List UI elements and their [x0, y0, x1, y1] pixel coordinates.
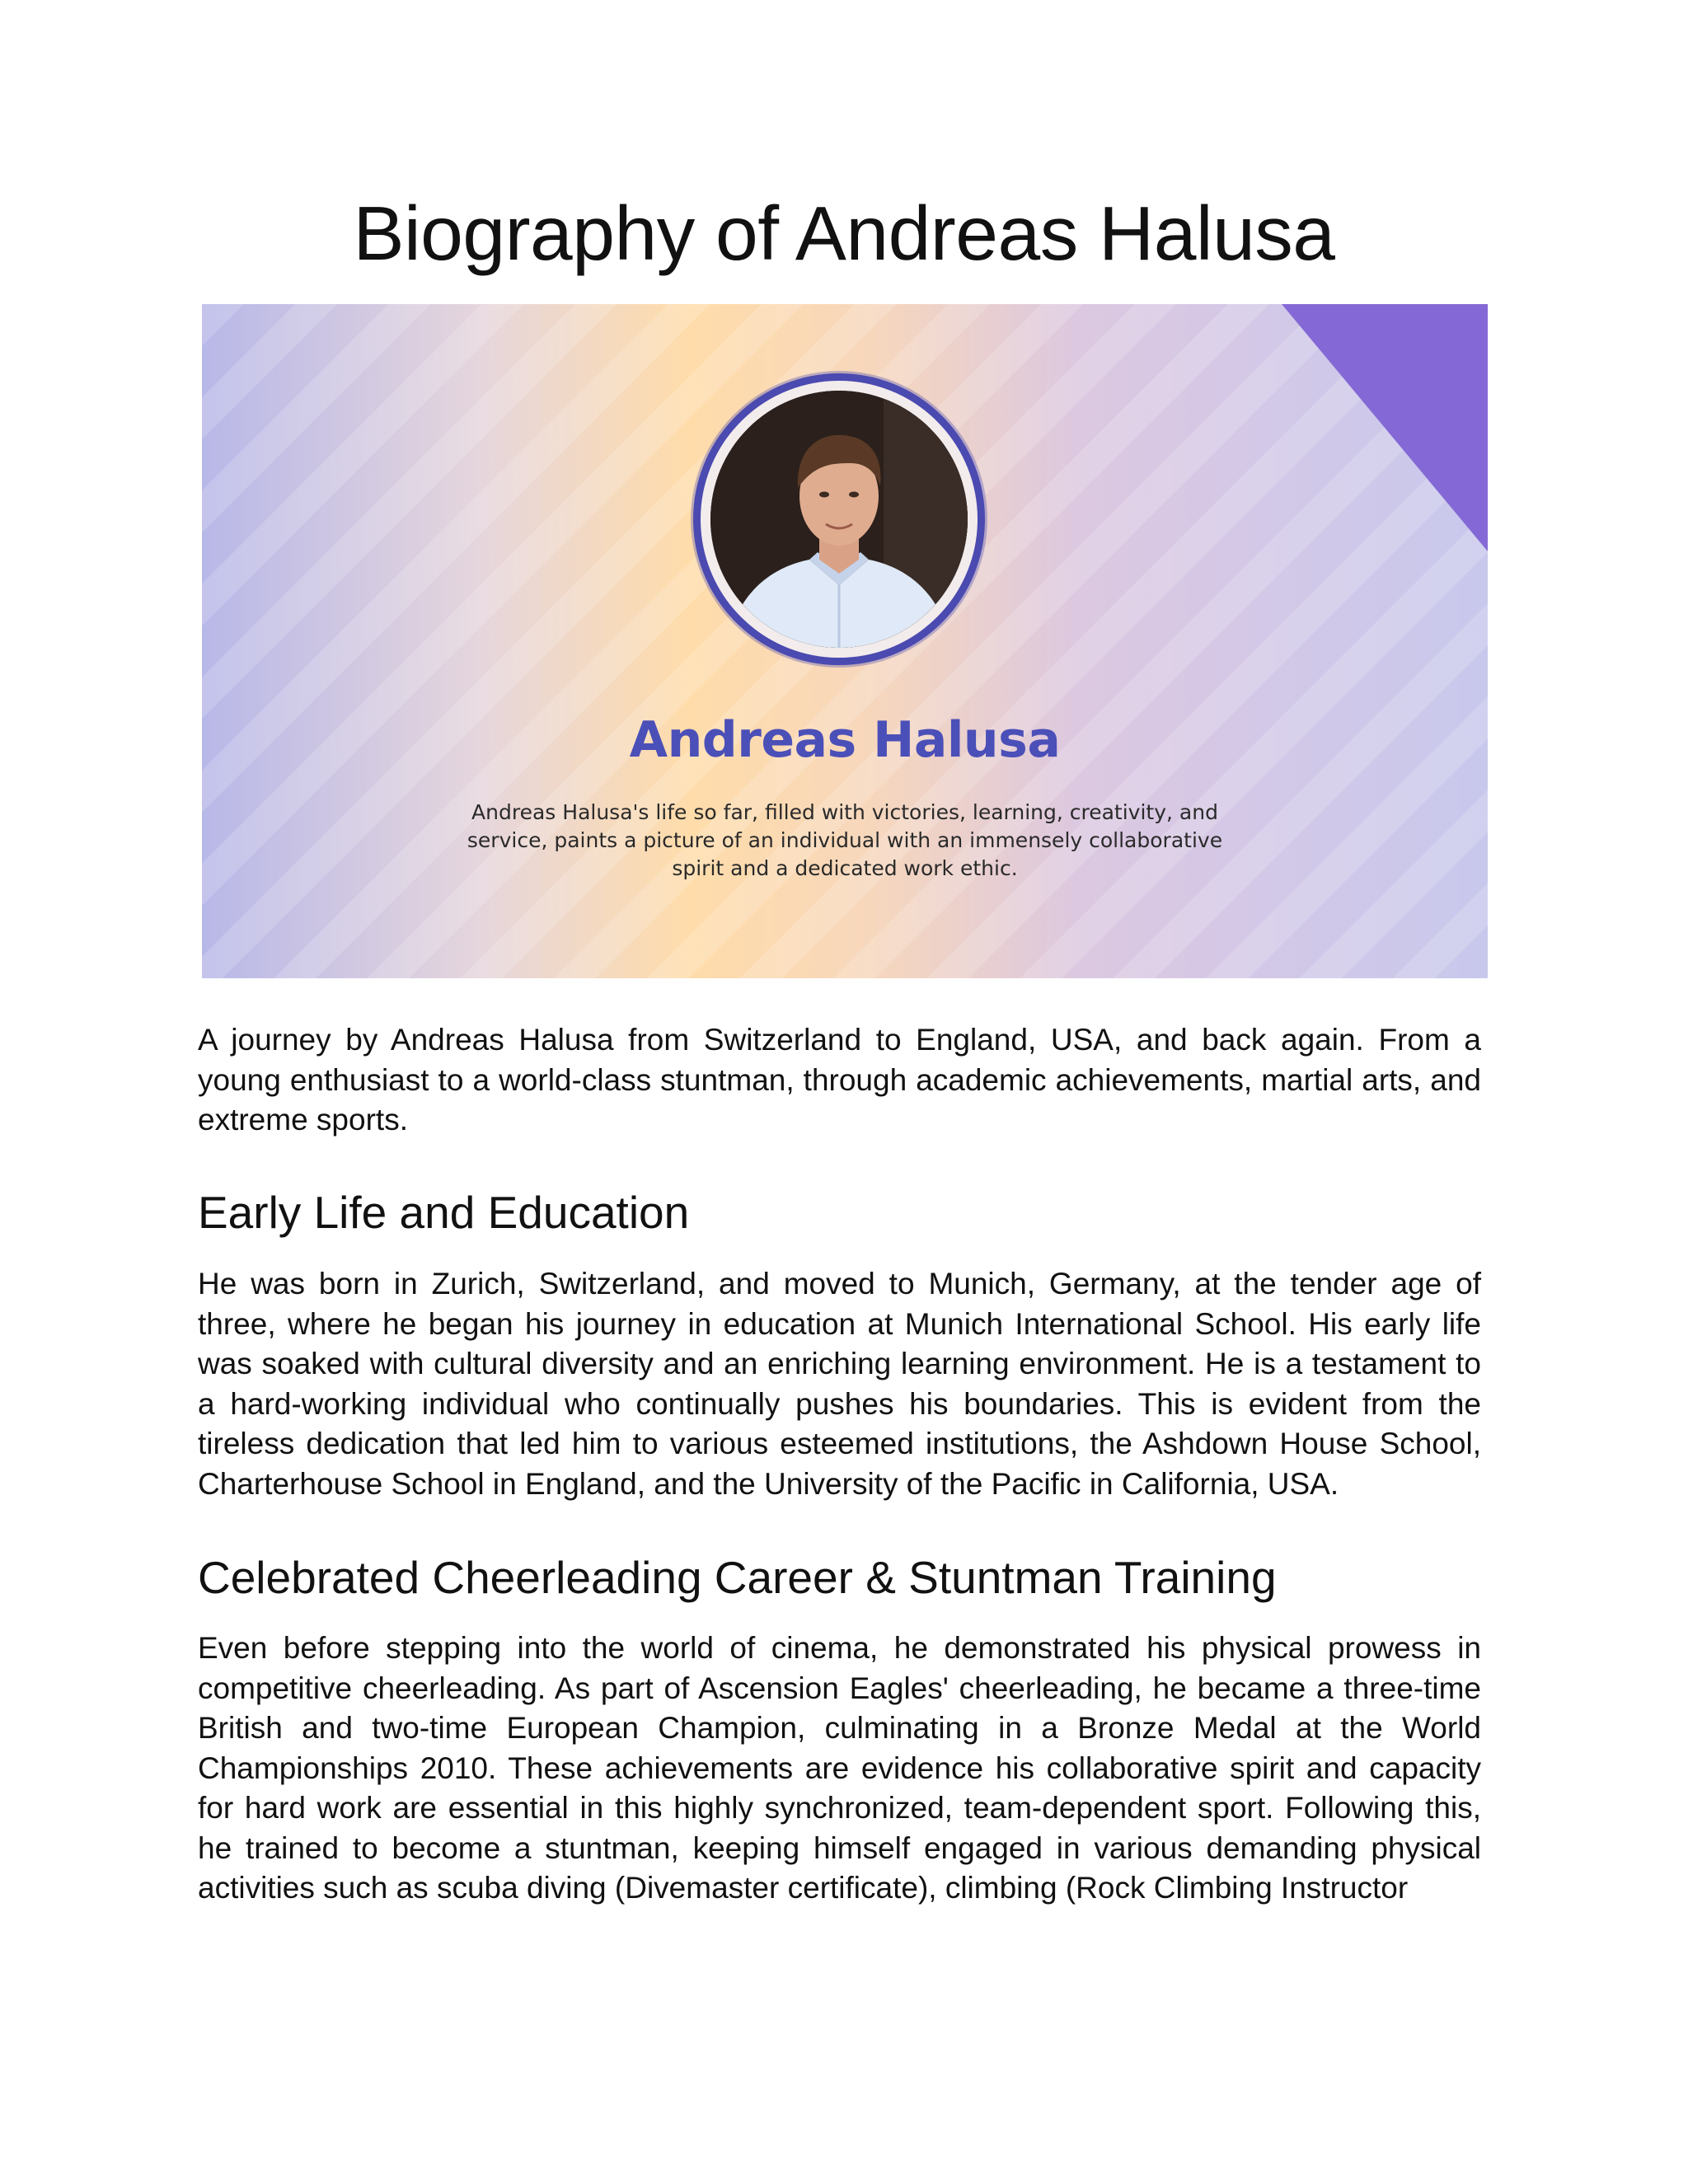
- section-heading-early-life: Early Life and Education: [198, 1187, 690, 1238]
- section-heading-cheerleading: Celebrated Cheerleading Career & Stuntman Training: [198, 1552, 1277, 1603]
- section-body-early-life: He was born in Zurich, Switzerland, and moved to Munich, Germany, at the tender age of three, where he began his journey in education at Munich International School. His early life was soaked with cultural diversity and an enriching learning environment. He is a testament to a hard-working individual who continually pushes his boundaries. This is evident from the tireless dedication that led him to various esteemed institutions, the Ashdown House School, Charterhouse School in England, and the University of the Pacific in California, USA.: [198, 1267, 1481, 1501]
- profile-banner: [202, 304, 1488, 978]
- intro-paragraph: A journey by Andreas Halusa from Switzerland to England, USA, and back again. From a young enthusiast to a world-class stuntman, through academic achievements, martial arts, and extreme sports.: [198, 1023, 1481, 1137]
- portrait-illustration: [710, 391, 968, 648]
- banner-name: Andreas Halusa: [629, 711, 1061, 769]
- avatar: [693, 373, 985, 665]
- banner-tagline: Andreas Halusa's life so far, filled with victories, learning, creativity, and service, paints a picture of an individual with an immensely collaborative spirit and a dedicated work ethic.: [467, 800, 1223, 880]
- section-body-cheerleading: Even before stepping into the world of cinema, he demonstrated his physical prowess in competitive cheerleading. As part of Ascension Eagles' cheerleading, he became a three-time British and two-time European Champion, culminating in a Bronze Medal at the World Championships 2010. These achievements are evidence his collaborative spirit and capacity for hard work are essential in this highly synchronized, team-dependent sport. Following this, he trained to become a stuntman, keeping himself engaged in various demanding physical activities such as scuba diving (Divemaster certificate), climbing (Rock Climbing Instructor: [198, 1631, 1481, 1905]
- portrait-photo: [710, 391, 968, 648]
- banner-corner-decoration: [1282, 304, 1488, 551]
- page-title: Biography of Andreas Halusa: [353, 190, 1335, 276]
